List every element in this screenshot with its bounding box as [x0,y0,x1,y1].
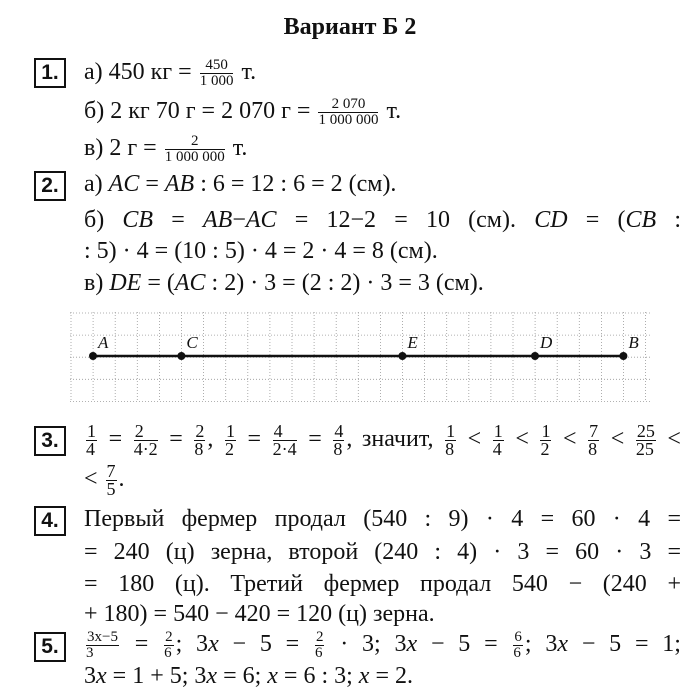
numerator: 1 [225,422,235,441]
numerator: 1 [493,422,503,441]
page-title: Вариант Б 2 [283,14,417,40]
fraction [315,630,325,661]
fraction [445,423,456,456]
fraction [318,97,378,128]
fraction [165,134,225,165]
denominator: 4 [86,438,95,456]
fraction [588,423,599,456]
point-c [177,352,185,360]
denominator: 6 [314,644,323,661]
numerator: 1 [446,422,456,441]
formula-text: , [207,426,223,452]
point-a [89,352,97,360]
fraction [86,630,119,661]
numerator: 3x−5 [87,628,118,645]
point-label-b: B [628,333,639,352]
problem-1-line-a [84,55,256,89]
formula-text: = [120,631,163,657]
formula-text: в) 2 г = [84,135,163,161]
variable: x [208,631,219,657]
denominator: 4 [492,438,502,456]
formula-text: = 6 : 3; [277,663,359,689]
denominator: 8 [333,438,343,456]
formula-text: = [139,171,165,197]
formula-text: б) [84,207,123,233]
formula-text: < [458,426,491,452]
numerator: 450 [200,58,234,74]
formula-text: ; 3 [524,631,558,657]
variable: DE [109,270,142,296]
fraction [86,423,97,456]
formula-text: т. [235,59,257,85]
formula-text: < [601,426,634,452]
denominator: 25 [635,438,654,456]
numerator: 25 [636,422,655,441]
denominator: 1 000 [199,72,234,89]
formula-text: = 180 (ц). Третий фермер продал 540 − (240 + [84,571,681,597]
fraction [225,423,236,456]
formula-text: = ( [141,270,175,296]
denominator: 1 000 000 [318,111,379,128]
formula-text: · 3; 3 [326,631,407,657]
formula-text: : 6 = 12 : 6 = 2 (см). [194,171,397,197]
denominator: 8 [445,438,455,456]
formula-text: , значит, [346,426,444,452]
formula-text: т. [226,135,248,161]
formula-text: 3 [84,663,96,689]
variable: CB [122,207,154,233]
denominator: 3 [86,644,94,661]
problem-number-3: 3. [34,426,66,456]
formula-text: = [153,207,204,233]
formula-text: а) [84,171,109,197]
problem-2-line-b [84,203,681,237]
fraction [194,423,205,456]
denominator: 4·2 [133,438,158,456]
formula-text: = [298,426,332,452]
variable: x [206,663,218,689]
formula-text: = ( [567,207,626,233]
formula-text: + 180) = 540 − 420 = 120 (ц) зерна. [84,601,435,627]
formula-text: = 2. [369,663,413,689]
denominator: 8 [194,438,204,456]
problem-2-line-d [84,266,484,300]
problem-2-line-c [84,234,438,268]
point-label-a: A [98,333,109,352]
problem-4-line-c [84,567,681,601]
numerator: 7 [589,422,599,441]
variable: x [406,631,418,657]
problem-3-line-a [84,422,681,456]
problem-5-line-b [84,659,413,693]
formula-text: = [159,426,193,452]
point-label-d: D [540,333,553,352]
fraction [200,58,234,89]
problem-1-line-c [84,131,247,165]
problem-5-line-a [84,627,681,661]
numerator: 4 [273,423,297,441]
denominator: 5 [106,478,116,499]
formula-text: б) 2 кг 70 г = 2 070 г = [84,98,317,124]
numerator: 2 [165,628,173,645]
fraction [273,423,297,456]
fraction [493,423,504,456]
formula-text: − 5 = [218,631,313,657]
variable: x [358,663,370,689]
formula-text: = 6; [217,663,268,689]
variable: AB [164,171,195,197]
formula-text: = [99,426,132,452]
problem-4-line-d [84,597,435,631]
numerator: 4 [334,422,344,441]
problem-2-line-a [84,167,396,201]
formula-text: − [232,207,246,233]
problem-3-line-b [84,460,125,499]
numerator: 2 [315,628,324,645]
segment-drawing [70,312,650,402]
formula-text: − 5 = [417,631,512,657]
formula-text: = [237,426,271,452]
problem-number-4: 4. [34,506,66,536]
problem-number-5: 5. [34,632,66,662]
formula-text: . [118,466,125,492]
fraction [164,630,174,661]
fraction [333,423,344,456]
formula-text: т. [380,98,402,124]
problem-1-line-b [84,94,401,128]
variable: x [557,631,569,657]
denominator: 2·4 [272,438,297,456]
fraction [134,423,158,456]
denominator: 6 [164,644,172,661]
formula-text: : 2) · 3 = (2 : 2) · 3 = 3 (см). [205,270,484,296]
variable: AB [203,207,233,233]
denominator: 6 [513,644,521,661]
fraction [513,630,523,661]
problem-number-1: 1. [34,58,66,88]
numerator: 6 [514,628,522,645]
formula-text: < [553,426,587,452]
point-e [398,352,406,360]
formula-text: < [657,426,681,452]
denominator: 8 [588,438,598,456]
numerator: 2 [134,423,158,441]
numerator: 1 [87,422,96,441]
denominator: 1 000 000 [164,148,225,165]
numerator: 2 [165,134,225,150]
fraction [106,460,117,499]
formula-text: : [656,207,681,233]
problem-number-2: 2. [34,171,66,201]
variable: CD [534,207,568,233]
point-label-e: E [407,333,418,352]
formula-text: в) [84,270,110,296]
numerator: 2 [195,422,205,441]
numerator: 2 070 [318,97,378,113]
formula-text: = 1 + 5; 3 [106,663,207,689]
formula-text: ; 3 [175,631,209,657]
formula-text: − 5 = 1; [568,631,681,657]
formula-text: = 12−2 = 10 (см). [276,207,535,233]
formula-text: а) 450 кг = [84,59,198,85]
variable: x [267,663,278,689]
denominator: 2 [540,438,550,456]
point-label-c: C [186,333,198,352]
formula-text: < [84,466,104,492]
point-d [531,352,539,360]
variable: AC [108,171,140,197]
formula-text: Первый фермер продал (540 : 9) · 4 = 60 · 4 = [84,506,681,532]
variable: CB [625,207,657,233]
variable: AC [245,207,277,233]
formula-text: = 240 (ц) зерна, второй (240 : 4) · 3 = 60 · 3 = [84,539,681,565]
formula-text: < [505,426,539,452]
variable: AC [174,270,206,296]
problem-4-line-a [84,502,681,536]
variable: x [96,663,107,689]
fraction [540,423,551,456]
formula-text: : 5) · 4 = (10 : 5) · 4 = 2 · 4 = 8 (см). [84,238,438,264]
numerator: 7 [106,460,116,481]
problem-4-line-b [84,535,681,569]
point-b [619,352,627,360]
fraction [636,423,656,456]
denominator: 2 [224,438,234,456]
numerator: 1 [541,422,551,441]
